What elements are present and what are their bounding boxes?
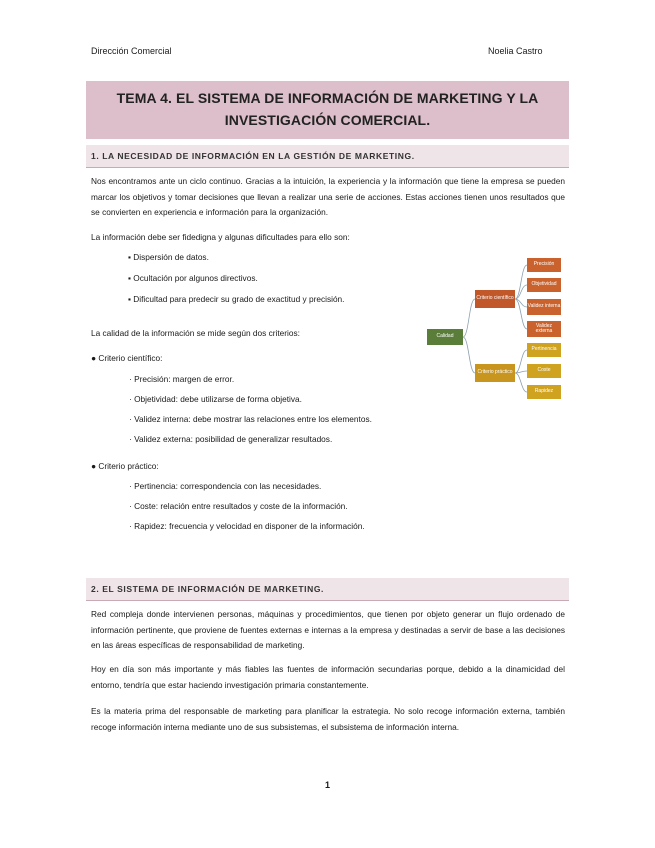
section1-heading-band [86,145,569,168]
section2-paragraph: Hoy en día son más importante y más fiables las fuentes de información secundarias porque, debido a la dinamicidad del entorno, tendría que estar haciendo investigación primaria constantemente. [91,664,565,690]
criterion1-title: ● Criterio científico: [91,353,163,363]
quality-intro: La calidad de la información se mide según dos criterios: [91,328,300,338]
criterion2-item: · Coste: relación entre resultados y coste de la información. [129,501,348,511]
difficulty-item: ▪ Dispersión de datos. [128,252,209,262]
difficulty-item: ▪ Dificultad para predecir su grado de exactitud y precisión. [128,294,345,304]
criterion2-item: · Rapidez: frecuencia y velocidad en disponer de la información. [129,521,365,531]
section2-heading: 2. EL SISTEMA DE INFORMACIÓN DE MARKETING. [91,584,324,594]
diagram-leaf: Precisión [527,258,561,272]
criterion1-item: · Objetividad: debe utilizarse de forma objetiva. [129,394,302,404]
criterion1-item: · Validez interna: debe mostrar las relaciones entre los elementos. [129,414,372,424]
title-band [86,81,569,139]
page-title-line2: INVESTIGACIÓN COMERCIAL. [224,112,431,128]
diagram-node-root: Calidad [427,329,463,345]
section2-paragraph: Red compleja donde intervienen personas, máquinas y procedimientos, que tienen por objeto generar un flujo ordenado de información pertinente, que proviene de fuentes externas e internas a la empresa y destinadas a servir de base a las decisiones en las áreas específicas de responsabilidad de marketing. [91,609,565,651]
header-left: Dirección Comercial [91,46,172,56]
diagram-leaf: Pertinencia [527,343,561,357]
diagram-node-branch1: Criterio científico [475,290,515,308]
criterion1-item: · Validez externa: posibilidad de generalizar resultados. [129,434,333,444]
difficulties-intro: La información debe ser fidedigna y algunas dificultades para ello son: [91,232,350,242]
header-right: Noelia Castro [488,46,543,56]
diagram-leaf: Rapidez [527,385,561,399]
section2-heading-band [86,578,569,601]
diagram-connector [515,350,527,373]
difficulty-item: ▪ Ocultación por algunos directivos. [128,273,258,283]
diagram-connector [463,299,475,337]
section2-paragraph: Es la materia prima del responsable de marketing para planificar la estrategia. No solo recoge información externa, también recoge información interna mediante uno de sus subsistemas, el subsistema de información interna. [91,706,565,732]
diagram-leaf: Validez interna [527,299,561,315]
diagram-leaf: Validez externa [527,321,561,337]
diagram-connector [515,373,527,392]
criterion2-item: · Pertinencia: correspondencia con las necesidades. [129,481,322,491]
diagram-connector [463,337,475,373]
diagram-leaf: Coste [527,364,561,378]
diagram-leaf: Objetividad [527,278,561,292]
diagram-connector [515,265,527,299]
page-title-line1: TEMA 4. EL SISTEMA DE INFORMACIÓN DE MARKETING Y LA [116,90,539,106]
criterion2-title: ● Criterio práctico: [91,461,159,471]
page-number: 1 [324,780,330,790]
criterion1-item: · Precisión: margen de error. [129,374,235,384]
quality-criteria-diagram [425,256,565,406]
section1-paragraph: Nos encontramos ante un ciclo continuo. Gracias a la intuición, la experiencia y la información que tiene la empresa se pueden marcar los objetivos y tomar decisiones que llevan a realizar una serie de acciones. Estas acciones tienen unos resultados que se convierten en experiencia e información para la organización. [91,176,565,218]
section1-heading: 1. LA NECESIDAD DE INFORMACIÓN EN LA GESTIÓN DE MARKETING. [91,151,415,161]
diagram-node-branch2: Criterio práctico [475,364,515,382]
